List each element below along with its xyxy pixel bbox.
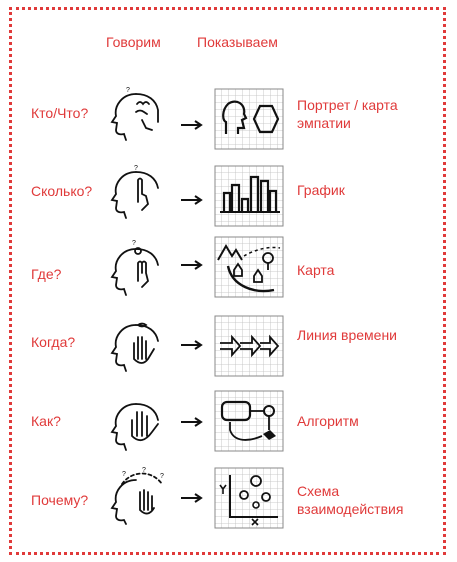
header-speak: Говорим bbox=[106, 34, 161, 50]
svg-text:?: ? bbox=[132, 240, 136, 247]
question-how: Как? bbox=[31, 413, 61, 429]
arrow-icon bbox=[180, 493, 204, 503]
question-how-many: Сколько? bbox=[31, 183, 93, 199]
answer-algorithm: Алгоритм bbox=[297, 413, 359, 429]
arrow-icon bbox=[180, 120, 204, 130]
question-who: Кто/Что? bbox=[31, 105, 89, 121]
svg-text:?: ? bbox=[160, 473, 164, 480]
head-pointing-icon bbox=[108, 237, 170, 297]
timeline-arrows-icon bbox=[214, 315, 284, 377]
arrow-icon bbox=[180, 340, 204, 350]
flowchart-icon bbox=[214, 390, 284, 452]
answer-chart: График bbox=[297, 182, 345, 198]
answer-portrait: Портрет / карта эмпатии bbox=[297, 97, 398, 131]
head-hand-icon bbox=[108, 313, 170, 373]
svg-text:?: ? bbox=[142, 467, 146, 474]
head-counting-icon bbox=[108, 160, 170, 220]
question-when: Когда? bbox=[31, 334, 76, 350]
svg-text:?: ? bbox=[134, 165, 138, 172]
question-why: Почему? bbox=[31, 492, 89, 508]
map-icon bbox=[214, 236, 284, 298]
answer-timeline: Линия времени bbox=[297, 327, 398, 343]
head-open-hand-icon bbox=[108, 392, 170, 452]
svg-text:?: ? bbox=[122, 471, 126, 478]
svg-text:?: ? bbox=[126, 87, 130, 94]
head-thinking-icon bbox=[108, 82, 170, 142]
arrow-icon bbox=[180, 260, 204, 270]
header-show: Показываем bbox=[197, 34, 278, 50]
answer-interaction-scheme: Схема взаимодействия bbox=[297, 483, 404, 517]
arrow-icon bbox=[180, 195, 204, 205]
question-where: Где? bbox=[31, 266, 62, 282]
portrait-empathy-icon bbox=[214, 88, 284, 150]
head-gesture-icon bbox=[108, 466, 170, 526]
interaction-scheme-icon bbox=[214, 467, 284, 529]
arrow-icon bbox=[180, 417, 204, 427]
answer-map: Карта bbox=[297, 262, 335, 278]
bar-chart-icon bbox=[214, 165, 284, 227]
